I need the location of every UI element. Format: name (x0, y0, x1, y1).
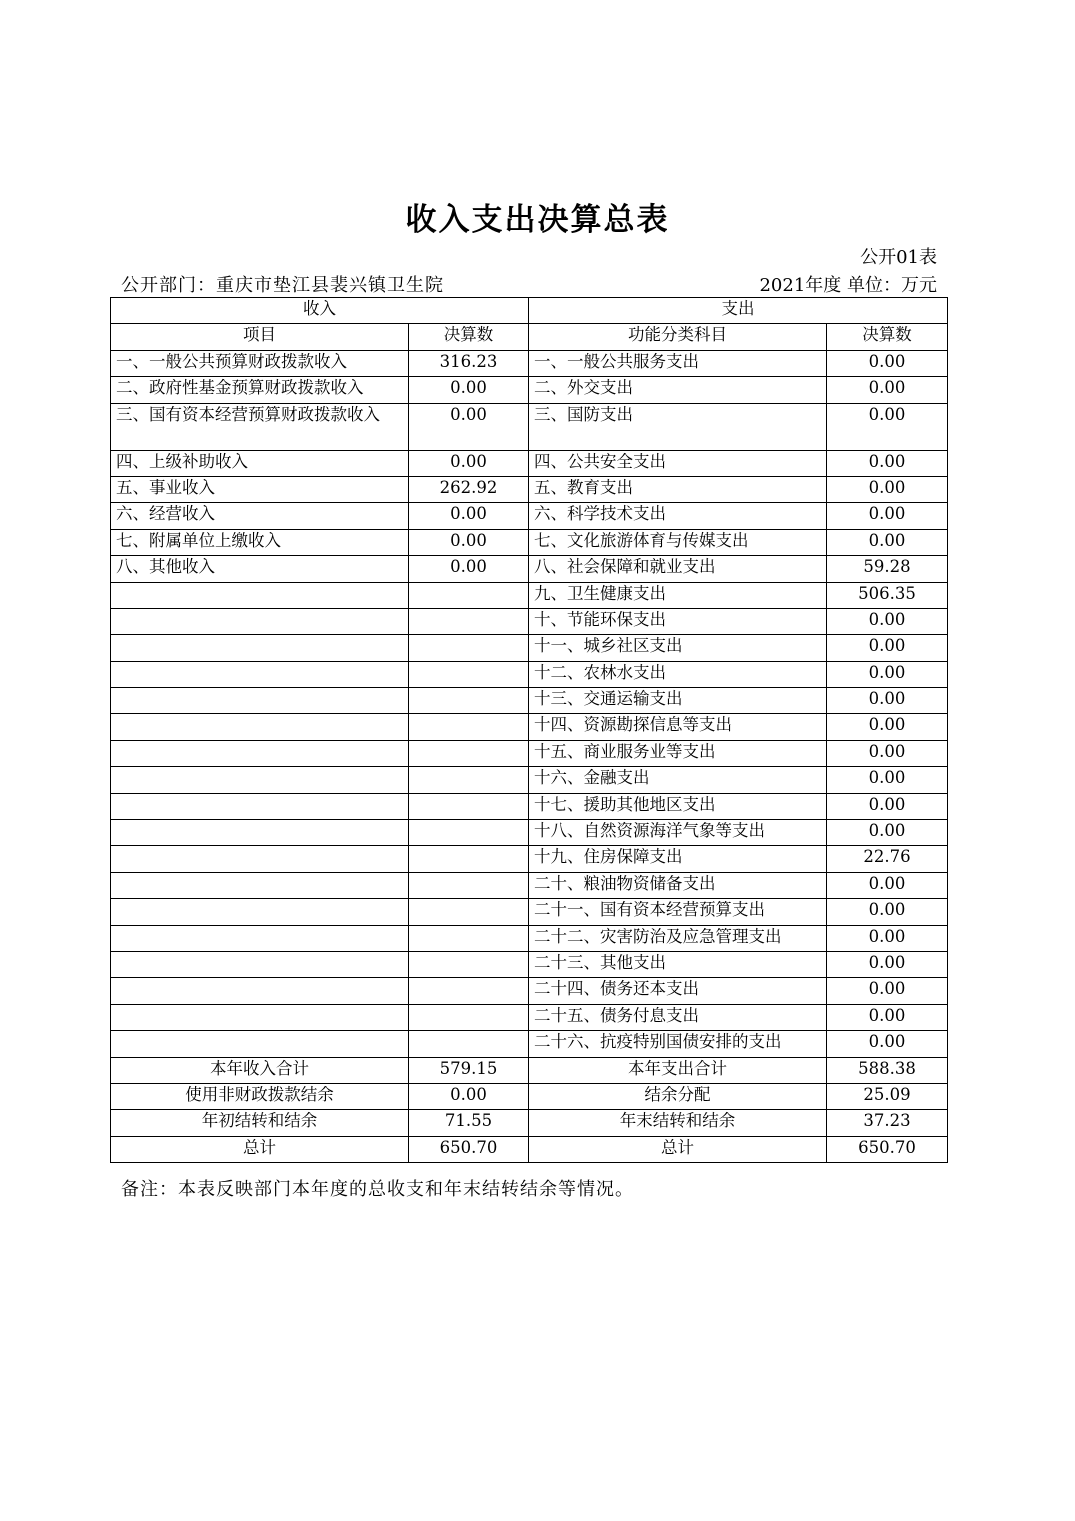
income-amount-cell: 579.15 (409, 1057, 529, 1083)
table-row (111, 661, 948, 687)
income-amount-cell: 0.00 (409, 556, 529, 582)
income-amount-cell: 0.00 (409, 377, 529, 403)
table-row (111, 714, 948, 740)
expense-item-cell: 二十六、抗疫特别国债安排的支出 (529, 1031, 827, 1057)
income-amount-cell: 0.00 (409, 403, 529, 450)
expense-item-cell: 结余分配 (529, 1083, 827, 1109)
table-row (111, 350, 948, 376)
table-row (111, 740, 948, 766)
expense-item-cell: 总计 (529, 1136, 827, 1162)
income-item-cell (111, 872, 409, 898)
income-item-cell: 一、一般公共预算财政拨款收入 (111, 350, 409, 376)
expense-amount-cell: 650.70 (827, 1136, 948, 1162)
income-item-cell (111, 978, 409, 1004)
income-amount-cell: 71.55 (409, 1110, 529, 1136)
column-header-category: 功能分类科目 (529, 324, 827, 350)
expense-item-cell: 十四、资源勘探信息等支出 (529, 714, 827, 740)
expense-item-cell: 二十二、灾害防治及应急管理支出 (529, 925, 827, 951)
table-row (111, 403, 948, 450)
column-header-row (111, 324, 948, 350)
column-header-amount: 决算数 (409, 324, 529, 350)
table-row (111, 793, 948, 819)
income-item-cell (111, 925, 409, 951)
expense-item-cell: 二十三、其他支出 (529, 951, 827, 977)
income-item-cell (111, 740, 409, 766)
income-item-cell (111, 899, 409, 925)
expense-amount-cell: 0.00 (827, 688, 948, 714)
expense-item-cell: 二十五、债务付息支出 (529, 1004, 827, 1030)
total-row (111, 1136, 948, 1162)
income-amount-cell: 0.00 (409, 1083, 529, 1109)
table-row (111, 872, 948, 898)
total-row (111, 1083, 948, 1109)
income-item-cell: 四、上级补助收入 (111, 450, 409, 476)
income-amount-cell (409, 872, 529, 898)
table-row (111, 978, 948, 1004)
income-amount-cell (409, 925, 529, 951)
income-amount-cell (409, 951, 529, 977)
income-item-cell: 使用非财政拨款结余 (111, 1083, 409, 1109)
expense-item-cell: 本年支出合计 (529, 1057, 827, 1083)
expense-item-cell: 二十四、债务还本支出 (529, 978, 827, 1004)
income-item-cell (111, 714, 409, 740)
table-row (111, 635, 948, 661)
income-amount-cell (409, 1004, 529, 1030)
table-row (111, 556, 948, 582)
income-amount-cell (409, 846, 529, 872)
income-expense-table (110, 297, 948, 1163)
income-item-cell (111, 793, 409, 819)
expense-amount-cell: 0.00 (827, 767, 948, 793)
income-item-cell: 年初结转和结余 (111, 1110, 409, 1136)
table-row (111, 608, 948, 634)
expense-amount-cell: 0.00 (827, 820, 948, 846)
expense-item-cell: 八、社会保障和就业支出 (529, 556, 827, 582)
expense-item-cell: 二十、粮油物资储备支出 (529, 872, 827, 898)
income-amount-cell (409, 608, 529, 634)
expense-amount-cell: 0.00 (827, 872, 948, 898)
total-row (111, 1057, 948, 1083)
expense-amount-cell: 0.00 (827, 529, 948, 555)
expense-item-cell: 六、科学技术支出 (529, 503, 827, 529)
expense-amount-cell: 0.00 (827, 793, 948, 819)
table-row (111, 925, 948, 951)
expense-item-cell: 二十一、国有资本经营预算支出 (529, 899, 827, 925)
expense-item-cell: 一、一般公共服务支出 (529, 350, 827, 376)
expense-item-cell: 十七、援助其他地区支出 (529, 793, 827, 819)
table-row (111, 529, 948, 555)
table-row (111, 688, 948, 714)
expense-item-cell: 十、节能环保支出 (529, 608, 827, 634)
expense-amount-cell: 0.00 (827, 476, 948, 502)
income-amount-cell: 262.92 (409, 476, 529, 502)
expense-amount-cell: 0.00 (827, 899, 948, 925)
income-item-cell (111, 661, 409, 687)
income-amount-cell (409, 740, 529, 766)
income-amount-cell (409, 661, 529, 687)
total-row (111, 1110, 948, 1136)
expense-amount-cell: 0.00 (827, 450, 948, 476)
income-amount-cell: 0.00 (409, 450, 529, 476)
expense-amount-cell: 588.38 (827, 1057, 948, 1083)
table-row (111, 1031, 948, 1057)
expense-amount-cell: 0.00 (827, 1031, 948, 1057)
year-unit-label: 2021年度 单位：万元 (759, 275, 937, 296)
column-header-item: 项目 (111, 324, 409, 350)
table-row (111, 846, 948, 872)
income-item-cell: 总计 (111, 1136, 409, 1162)
income-amount-cell (409, 820, 529, 846)
income-item-cell: 本年收入合计 (111, 1057, 409, 1083)
income-item-cell (111, 1004, 409, 1030)
column-header-amount-expense: 决算数 (827, 324, 948, 350)
page-title: 收入支出决算总表 (405, 202, 670, 238)
expense-item-cell: 十八、自然资源海洋气象等支出 (529, 820, 827, 846)
footnote: 备注：本表反映部门本年度的总收支和年末结转结余等情况。 (121, 1179, 634, 1200)
income-amount-cell (409, 793, 529, 819)
table-row (111, 476, 948, 502)
expense-amount-cell: 0.00 (827, 714, 948, 740)
income-item-cell (111, 820, 409, 846)
income-item-cell (111, 1031, 409, 1057)
income-item-cell: 七、附属单位上缴收入 (111, 529, 409, 555)
income-amount-cell (409, 978, 529, 1004)
department-label: 公开部门：重庆市垫江县裴兴镇卫生院 (121, 275, 444, 296)
expense-item-cell: 十三、交通运输支出 (529, 688, 827, 714)
income-item-cell: 八、其他收入 (111, 556, 409, 582)
income-item-cell (111, 846, 409, 872)
income-amount-cell: 0.00 (409, 529, 529, 555)
expense-item-cell: 二、外交支出 (529, 377, 827, 403)
expense-section-header: 支出 (529, 298, 948, 324)
income-amount-cell: 0.00 (409, 503, 529, 529)
expense-item-cell: 十一、城乡社区支出 (529, 635, 827, 661)
table-row (111, 767, 948, 793)
form-number: 公开01表 (860, 247, 937, 268)
expense-amount-cell: 0.00 (827, 403, 948, 450)
section-header-row (111, 298, 948, 324)
expense-amount-cell: 0.00 (827, 608, 948, 634)
income-item-cell (111, 767, 409, 793)
income-item-cell: 六、经营收入 (111, 503, 409, 529)
expense-item-cell: 三、国防支出 (529, 403, 827, 450)
table-row (111, 899, 948, 925)
expense-item-cell: 七、文化旅游体育与传媒支出 (529, 529, 827, 555)
table-row (111, 820, 948, 846)
income-amount-cell: 650.70 (409, 1136, 529, 1162)
table-row (111, 951, 948, 977)
income-section-header: 收入 (111, 298, 529, 324)
income-item-cell (111, 582, 409, 608)
income-item-cell: 三、国有资本经营预算财政拨款收入 (111, 403, 409, 450)
income-amount-cell (409, 635, 529, 661)
expense-amount-cell: 59.28 (827, 556, 948, 582)
expense-item-cell: 十五、商业服务业等支出 (529, 740, 827, 766)
income-amount-cell (409, 899, 529, 925)
income-amount-cell (409, 767, 529, 793)
income-item-cell: 五、事业收入 (111, 476, 409, 502)
income-amount-cell (409, 582, 529, 608)
income-amount-cell: 316.23 (409, 350, 529, 376)
expense-item-cell: 十六、金融支出 (529, 767, 827, 793)
income-item-cell (111, 608, 409, 634)
income-amount-cell (409, 714, 529, 740)
table-row (111, 1004, 948, 1030)
expense-amount-cell: 0.00 (827, 951, 948, 977)
expense-item-cell: 四、公共安全支出 (529, 450, 827, 476)
expense-amount-cell: 37.23 (827, 1110, 948, 1136)
expense-amount-cell: 0.00 (827, 740, 948, 766)
expense-amount-cell: 0.00 (827, 661, 948, 687)
expense-amount-cell: 22.76 (827, 846, 948, 872)
expense-amount-cell: 0.00 (827, 1004, 948, 1030)
table-row (111, 377, 948, 403)
expense-amount-cell: 0.00 (827, 503, 948, 529)
income-item-cell (111, 635, 409, 661)
income-item-cell: 二、政府性基金预算财政拨款收入 (111, 377, 409, 403)
expense-item-cell: 九、卫生健康支出 (529, 582, 827, 608)
table-row (111, 582, 948, 608)
expense-item-cell: 年末结转和结余 (529, 1110, 827, 1136)
expense-amount-cell: 0.00 (827, 978, 948, 1004)
expense-amount-cell: 0.00 (827, 350, 948, 376)
income-item-cell (111, 951, 409, 977)
expense-item-cell: 十二、农林水支出 (529, 661, 827, 687)
expense-amount-cell: 0.00 (827, 925, 948, 951)
expense-amount-cell: 0.00 (827, 377, 948, 403)
table-row (111, 503, 948, 529)
income-amount-cell (409, 688, 529, 714)
expense-amount-cell: 25.09 (827, 1083, 948, 1109)
expense-amount-cell: 506.35 (827, 582, 948, 608)
expense-item-cell: 十九、住房保障支出 (529, 846, 827, 872)
income-amount-cell (409, 1031, 529, 1057)
income-item-cell (111, 688, 409, 714)
table-row (111, 450, 948, 476)
expense-item-cell: 五、教育支出 (529, 476, 827, 502)
expense-amount-cell: 0.00 (827, 635, 948, 661)
